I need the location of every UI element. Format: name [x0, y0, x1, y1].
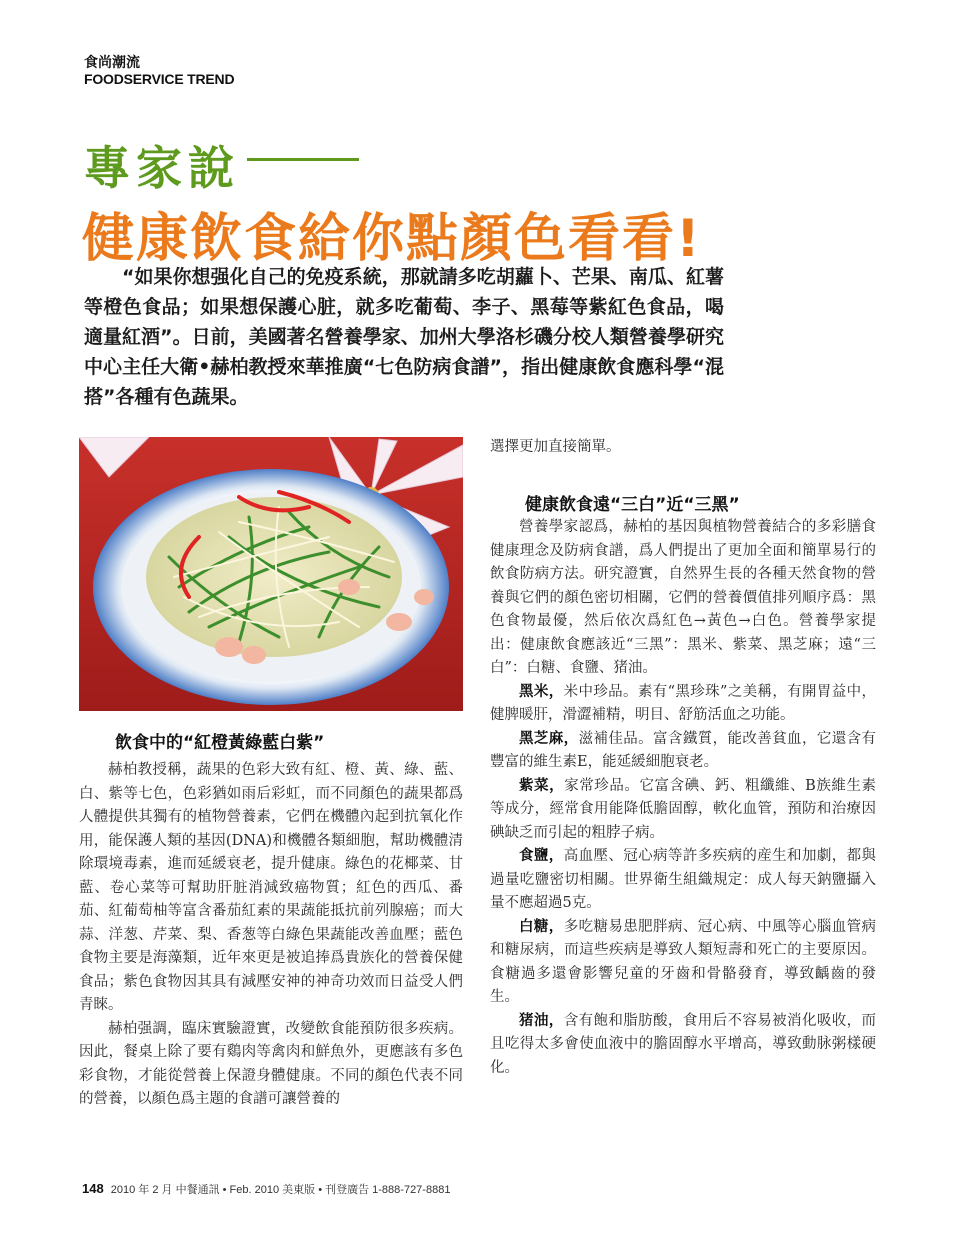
- kicker-title: 專家說: [84, 141, 240, 195]
- food-text: 高血壓、冠心病等許多疾病的産生和加劇，都與過量吃鹽密切相關。世界衛生組織規定：成人每天鈉鹽攝入量不應超過5克。: [490, 848, 877, 911]
- section-title: 食尚潮流: [84, 55, 140, 71]
- footer-text: 2010 年 2 月 中餐通訊 • Feb. 2010 美東版 • 刊登廣告 1-888-727-8881: [110, 1184, 451, 1196]
- page-footer: [82, 1181, 450, 1197]
- kicker-dash: [247, 158, 359, 161]
- food-text: 米中珍品。素有“黑珍珠”之美稱，有開胃益中，健脾暖肝，滑澀補精，明目、舒筋活血之功能。: [490, 683, 877, 723]
- food-item: [490, 775, 876, 846]
- food-term: 猪油，: [519, 1012, 564, 1029]
- food-item: [490, 845, 876, 916]
- food-term: 食鹽，: [519, 848, 564, 864]
- food-item: [490, 916, 876, 1010]
- lead-paragraph: [84, 262, 724, 412]
- headline: 健康飲食給你點顏色看看!: [82, 209, 702, 269]
- left-heading: 飲食中的“紅橙黃綠藍白紫”: [115, 733, 325, 753]
- right-body: [490, 516, 876, 1080]
- left-paragraph-1: 赫柏教授稱，蔬果的色彩大致有紅、橙、黃、綠、藍、白、紫等七色，色彩猶如雨后彩虹，而不同顏色的蔬果都爲人體提供其獨有的植物營養素，它們在機體內起到抗氧化作用，能保護人類的基因(DNA)和機體各類細胞，幫助機體清除環境毒素，進而延緩衰老，提升健康。綠色的花椰菜、甘藍、卷心菜等可幫助肝脏消減致癌物質；紅色的西瓜、番茄、紅葡萄柚等富含番茄紅素的果蔬能抵抗前列腺癌；而大蒜、洋葱、芹菜、梨、香葱等白綠色果蔬能改善血壓；藍色食物主要是海藻類，近年來更是被追捧爲貴族化的營養保健食品；紫色食物因其具有減壓安神的神奇功效而日益受人們青睞。: [79, 762, 463, 1013]
- food-text: 多吃糖易患肥胖病、冠心病、中風等心腦血管病和糖尿病，而這些疾病是導致人類短壽和死亡的主要原因。食糖過多還會影響兒童的牙齒和骨骼發育，導致齲齒的發生。: [490, 918, 877, 1005]
- lead-text: “如果你想强化自己的免疫系統，那就請多吃胡蘿卜、芒果、南瓜、紅薯等橙色食品；如果想保護心脏，就多吃葡萄、李子、黑莓等紫紅色食品，喝適量紅酒”。日前，美國著名營養學家、加州大學洛杉磯分校人類營養學研究中心主任大衛•赫柏教授來華推廣“七色防病食譜”，指出健康飲食應科學“混搭”各種有色蔬果。: [84, 266, 724, 408]
- food-text: 家常珍品。它富含碘、鈣、粗纖維、B族維生素等成分，經常食用能降低膽固醇，軟化血管，預防和治療因碘缺乏而引起的粗脖子病。: [490, 777, 877, 841]
- right-continued: [490, 436, 876, 460]
- food-photo: [79, 437, 463, 711]
- food-term: 黑芝麻，: [519, 730, 579, 747]
- food-term: 白糖，: [519, 918, 564, 935]
- food-text: 滋補佳品。富含鐵質，能改善貧血，它還含有豐富的維生素E，能延緩細胞衰老。: [490, 730, 877, 770]
- food-text: 含有飽和脂肪酸，食用后不容易被消化吸收，而且吃得太多會使血液中的膽固醇水平增高，導致動脉粥樣硬化。: [490, 1012, 877, 1076]
- left-paragraph-2: 赫柏强調，臨床實驗證實，改變飲食能預防很多疾病。因此，餐桌上除了要有鷄肉等禽肉和鮮魚外，更應該有多色彩食物，才能從營養上保證身體健康。不同的顏色代表不同的營養，以顏色爲主題的食譜可讓營養的: [79, 1020, 463, 1107]
- section-subtitle: FOODSERVICE TREND: [84, 71, 235, 87]
- food-item: [490, 681, 876, 728]
- right-intro: 營養學家認爲，赫柏的基因與植物營養結合的多彩膳食健康理念及防病食譜，爲人們提出了更加全面和簡單易行的飲食防病方法。研究證實，自然界生長的各種天然食物的營養與它們的顏色密切相關，它們的營養價值排列順序爲：黑色食物最優，然后依次爲紅色→黃色→白色。營養學家提出：健康飲食應該近“三黑”：黑米、紫菜、黑芝麻；遠“三白”：白糖、食鹽、猪油。: [490, 519, 876, 676]
- food-item: [490, 728, 876, 775]
- food-term: 紫菜，: [519, 777, 565, 794]
- food-term: 黑米，: [519, 683, 564, 700]
- bean-sprouts-dish-icon: [79, 437, 463, 711]
- food-item: [490, 1010, 876, 1081]
- left-body: [79, 759, 463, 1112]
- page-number: 148: [82, 1181, 104, 1196]
- continued-text: 選擇更加直接簡單。: [490, 439, 621, 455]
- right-heading: 健康飲食遠“三白”近“三黑”: [525, 495, 740, 515]
